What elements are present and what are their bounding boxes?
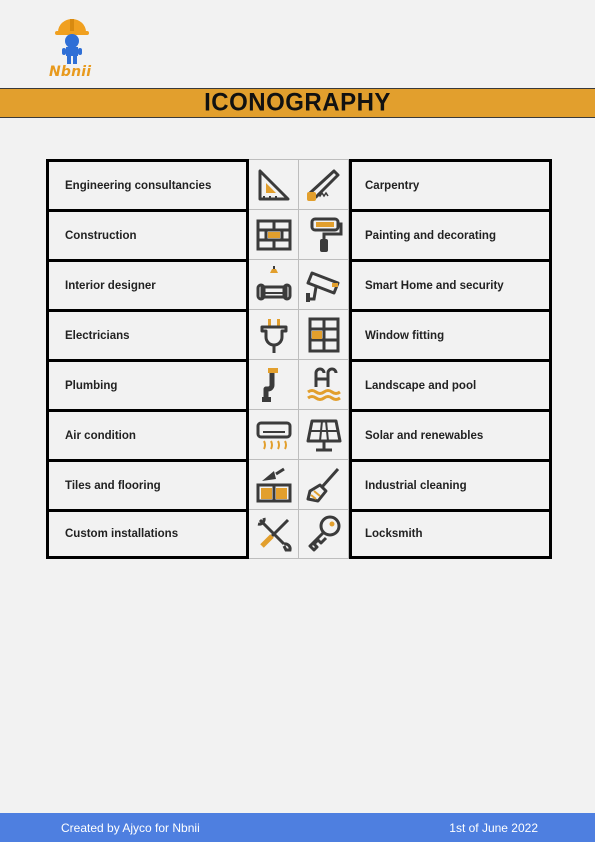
icon-cell [299,259,349,309]
solar-panel-icon [304,415,344,455]
icon-cell [299,359,349,409]
service-name: Landscape and pool [365,379,477,392]
service-name: Industrial cleaning [365,479,467,492]
icon-cell [299,459,349,509]
broom-icon [304,465,344,505]
saw-icon [304,165,344,205]
icon-cell [249,159,299,209]
footer-credit: Created by Ajyco for Nbnii [61,821,200,835]
icon-cell [249,309,299,359]
service-name: Air condition [65,429,136,442]
service-name: Smart Home and security [365,279,504,292]
service-label-left [46,309,249,359]
icon-cell [249,209,299,259]
pipe-icon [254,365,294,405]
icon-cell [249,359,299,409]
trowel-tiles-icon [254,465,294,505]
services-grid [46,159,552,559]
service-label-left [46,259,249,309]
page-title: ICONOGRAPHY [204,88,391,117]
plug-icon [254,315,294,355]
service-name: Locksmith [365,528,423,540]
construction-worker-icon [46,14,102,64]
service-name: Painting and decorating [365,229,496,242]
brick-wall-icon [254,215,294,255]
service-label-left [46,209,249,259]
icon-cell [299,159,349,209]
icon-cell [249,259,299,309]
service-label-left [46,509,249,559]
icon-cell [299,509,349,559]
logo [46,14,102,82]
paint-roller-icon [304,215,344,255]
screwdriver-wrench-icon [254,514,294,554]
service-name: Carpentry [365,179,420,192]
icon-cell [299,409,349,459]
key-icon [304,514,344,554]
icon-cell [249,459,299,509]
window-icon [304,315,344,355]
service-label-right [349,259,552,309]
service-label-left [46,459,249,509]
service-label-right [349,509,552,559]
service-label-left [46,359,249,409]
service-name: Custom installations [65,528,179,540]
service-label-right [349,159,552,209]
service-name: Electricians [65,329,130,342]
service-name: Solar and renewables [365,429,484,442]
sofa-lamp-icon [254,265,294,305]
service-label-right [349,409,552,459]
icon-cell [249,409,299,459]
service-name: Interior designer [65,279,156,292]
service-label-right [349,309,552,359]
service-label-right [349,459,552,509]
service-name: Engineering consultancies [65,179,212,192]
air-conditioner-icon [254,415,294,455]
service-label-right [349,359,552,409]
footer-date: 1st of June 2022 [449,821,538,835]
icon-cell [299,309,349,359]
security-camera-icon [304,265,344,305]
icon-cell [299,209,349,259]
set-square-icon [254,165,294,205]
footer [0,813,595,842]
service-label-right [349,209,552,259]
icon-cell [249,509,299,559]
service-name: Construction [65,229,137,242]
service-name: Plumbing [65,379,118,392]
pool-ladder-icon [304,365,344,405]
service-name: Tiles and flooring [65,479,161,492]
brand-name: Nbnii [49,64,92,80]
service-label-left [46,409,249,459]
service-label-left [46,159,249,209]
service-name: Window fitting [365,329,445,342]
title-bar [0,88,595,118]
